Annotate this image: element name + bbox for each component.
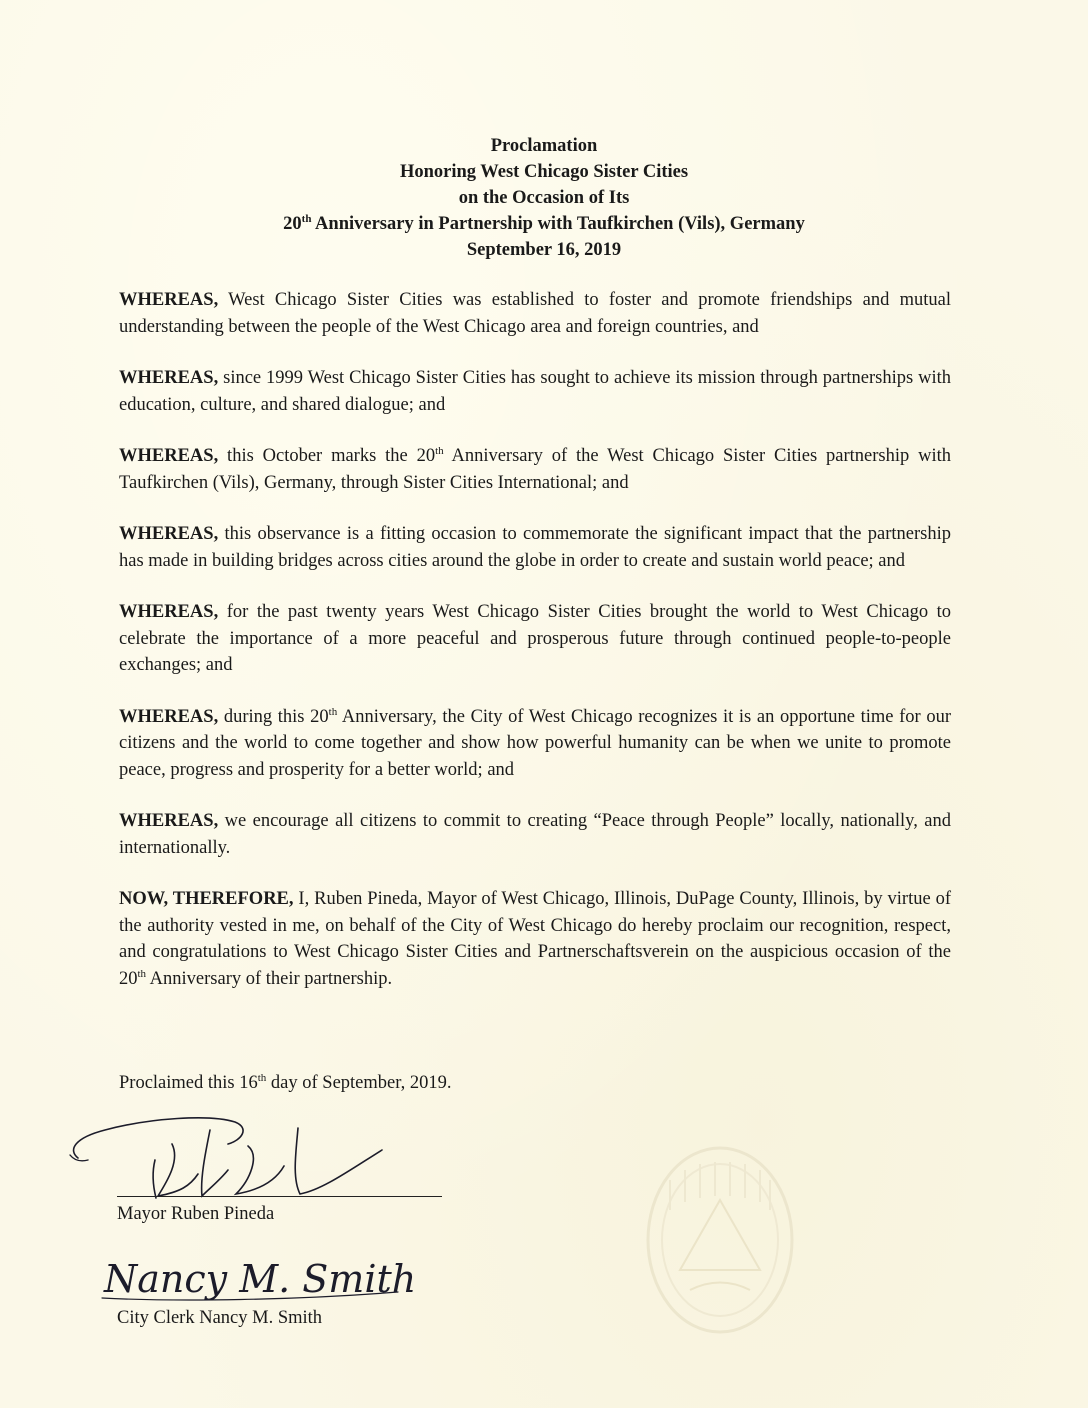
mayor-signature [60, 1100, 420, 1210]
heading-honoring: Honoring West Chicago Sister Cities [399, 162, 689, 182]
paragraph-lead: WHEREAS, [119, 811, 219, 831]
proclaimed-text: Proclaimed this 16 [119, 1073, 258, 1093]
heading-date: September 16, 2019 [466, 240, 622, 260]
mayor-name: Mayor Ruben Pineda [117, 1204, 275, 1224]
embossed-seal-icon [640, 1140, 800, 1340]
paragraph-text: West Chicago Sister Cities was established to foster and promote friendships and mutual understanding between the people of the West Chicago area and foreign countries, and [119, 290, 951, 337]
paragraph-text: Anniversary, the City of West Chicago recognizes it is an opportune time for our citizens and the world to come together and show how powerful humanity can be when we unite to promote peace, progress and prosperity for a better world; and [119, 706, 952, 780]
heading-anniversary-text: Anniversary in Partnership with Taufkirchen (Vils), Germany [311, 214, 805, 234]
heading-title: Proclamation [490, 136, 598, 156]
proclamation-body [119, 287, 951, 1017]
paragraph-text: during this 20 [218, 706, 329, 727]
ordinal-suffix: th [328, 705, 338, 718]
heading-anniversary [0, 211, 1088, 237]
paragraph-lead: WHEREAS, [119, 602, 219, 622]
mayor-signature-line [117, 1196, 442, 1197]
clerk-signature-text: Nancy M. Smith [104, 1257, 417, 1301]
clerk-name: City Clerk Nancy M. Smith [117, 1308, 323, 1328]
heading-occasion: on the Occasion of Its [458, 188, 630, 208]
paragraph-text: we encourage all citizens to commit to creating “Peace through People” locally, nationally, and internationally. [119, 811, 951, 858]
proclaimed-date-line [119, 1070, 452, 1096]
proclaimed-text: day of September, 2019. [266, 1073, 452, 1093]
whereas-paragraph-3 [119, 443, 951, 496]
ordinal-suffix: th [257, 1071, 267, 1084]
paragraph-lead: NOW, THEREFORE, [119, 889, 294, 909]
whereas-paragraph-6 [119, 704, 951, 784]
paragraph-text: Anniversary of the West Chicago Sister Cities partnership with Taufkirchen (Vils), Germany, through Sister Cities International; and [119, 446, 951, 493]
paragraph-text: for the past twenty years West Chicago Sister Cities brought the world to West Chicago to celebrate the importance of a more peaceful and prosperous future through continued people-to-people exchanges; and [119, 602, 951, 675]
ordinal-suffix: th [435, 444, 444, 457]
signature-block [60, 1100, 420, 1340]
proclamation-heading [0, 133, 1088, 263]
paragraph-lead: WHEREAS, [119, 706, 219, 727]
paragraph-text: Anniversary of their partnership. [146, 968, 393, 989]
ordinal-suffix: th [137, 967, 147, 980]
paragraph-lead: WHEREAS, [119, 290, 219, 310]
therefore-paragraph [119, 886, 951, 992]
heading-anniversary-suffix: th [301, 212, 312, 225]
heading-anniversary-number: 20 [283, 214, 302, 234]
paragraph-lead: WHEREAS, [119, 446, 219, 466]
paragraph-lead: WHEREAS, [119, 368, 219, 388]
whereas-paragraph-4 [119, 521, 951, 574]
paragraph-text: I, Ruben Pineda, Mayor of West Chicago, Illinois, DuPage County, Illinois, by virtue of the authority vested in me, on behalf of the City of West Chicago do hereby proclaim our recognition, respect, and congratulations to West Chicago Sister Cities and Partnerschaftsverein on the auspicious occasion of the 20 [119, 889, 951, 989]
paragraph-lead: WHEREAS, [119, 524, 219, 544]
paragraph-text: since 1999 West Chicago Sister Cities has sought to achieve its mission through partnerships with education, culture, and shared dialogue; and [119, 368, 951, 415]
paragraph-text: this observance is a fitting occasion to commemorate the significant impact that the partnership has made in building bridges across cities around the globe in order to create and sustain world peace; and [119, 524, 951, 571]
paragraph-text: this October marks the 20 [218, 446, 436, 466]
whereas-paragraph-7 [119, 808, 951, 861]
whereas-paragraph-5 [119, 599, 951, 679]
whereas-paragraph-1 [119, 287, 951, 340]
whereas-paragraph-2 [119, 365, 951, 418]
clerk-signature [98, 1250, 438, 1310]
